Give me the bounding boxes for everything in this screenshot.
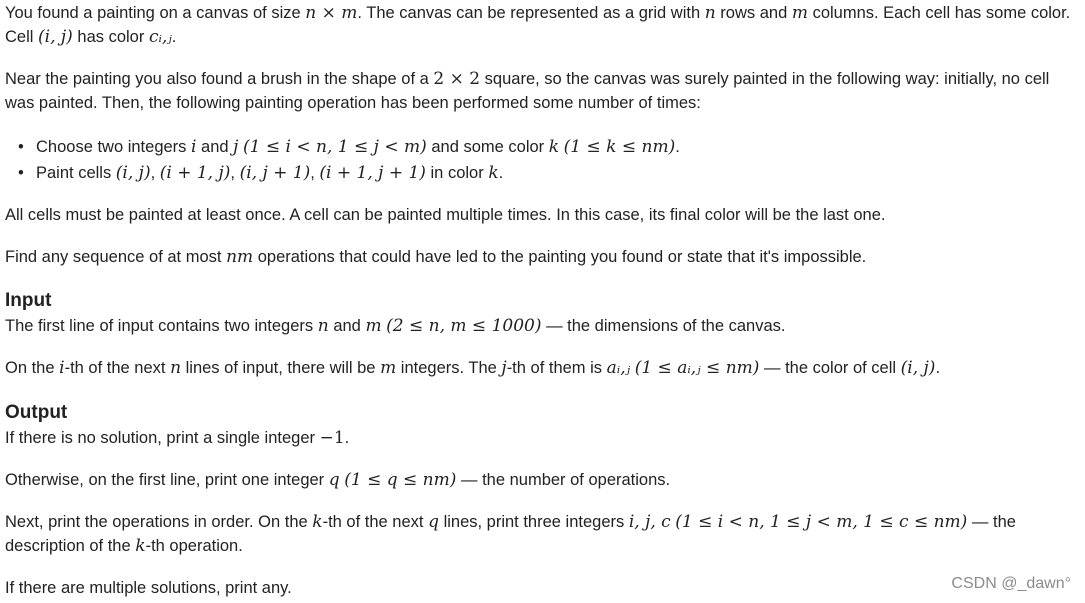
csdn-watermark: CSDN @_dawn° [951,575,1071,592]
operation-list [5,135,1080,185]
output-paragraph-4: If there are multiple solutions, print any. [5,579,292,597]
statement-paragraph-3: All cells must be painted at least once. A cell can be painted multiple times. In this case, its final color will be the last one. [5,206,886,224]
output-paragraph-3: Next, print the operations in order. On the k-th of the next q lines, print three integers i, j, c (1 ≤ i < n, 1 ≤ j < m, 1 ≤ c ≤ nm) — the description of the k-th operation. [5,512,1016,556]
input-section-title: Input [5,290,52,311]
statement-paragraph-1: You found a painting on a canvas of size n × m. The canvas can be represented as a grid with n rows and m columns. Each cell has some color. Cell (i, j) has color cᵢ,ⱼ. [5,3,1071,47]
input-paragraph-2: On the i-th of the next n lines of input, there will be m integers. The j-th of them is aᵢ,ⱼ (1 ≤ aᵢ,ⱼ ≤ nm) — the color of cell (i, j). [5,358,941,378]
list-item: • Choose two integers i and j (1 ≤ i < n, 1 ≤ j < m) and some color k (1 ≤ k ≤ nm). [5,135,1080,159]
output-paragraph-2: Otherwise, on the first line, print one integer q (1 ≤ q ≤ nm) — the number of operations. [5,470,671,490]
output-section-title: Output [5,402,68,423]
statement-paragraph-2: Near the painting you also found a brush in the shape of a 2 × 2 square, so the canvas was surely painted in the following way: initially, no cell was painted. Then, the following painting operation has been performed some number of times: [5,69,1050,112]
output-paragraph-1: If there is no solution, print a single integer −1. [5,428,350,448]
list-item: • Paint cells (i, j), (i + 1, j), (i, j + 1), (i + 1, j + 1) in color k. [5,161,1080,185]
input-paragraph-1: The first line of input contains two integers n and m (2 ≤ n, m ≤ 1000) — the dimensions of the canvas. [5,316,786,336]
statement-paragraph-4: Find any sequence of at most nm operations that could have led to the painting you found or state that it's impossible. [5,247,867,267]
